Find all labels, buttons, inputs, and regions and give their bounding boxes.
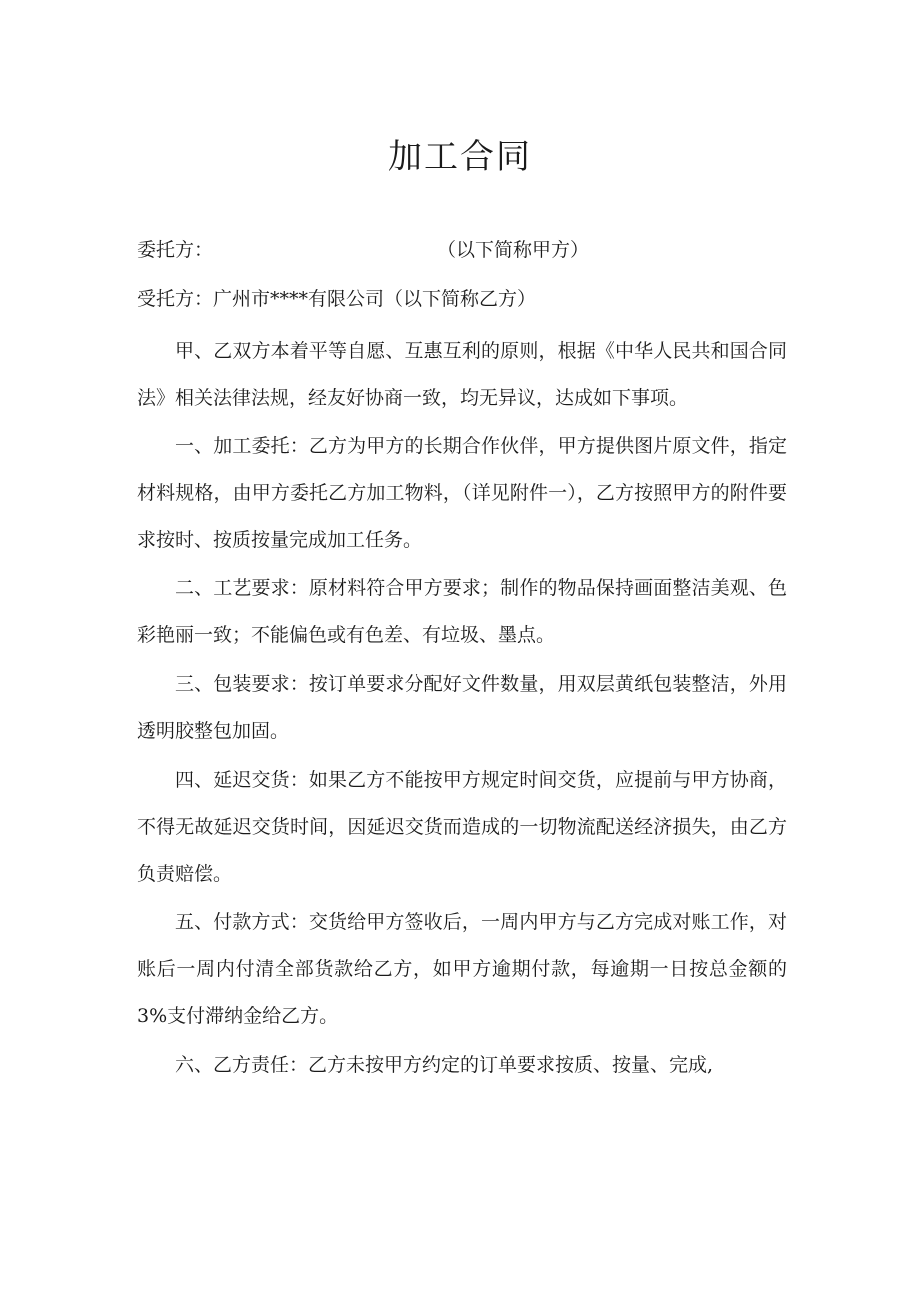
client-label: 委托方： bbox=[137, 239, 214, 261]
contractor-line: 受托方：广州市****有限公司（以下简称乙方） bbox=[137, 288, 537, 310]
clause-processing-commission: 一、加工委托：乙方为甲方的长期合作伙伴，甲方提供图片原文件，指定材料规格，由甲方委托乙方加工物料，（详见附件一），乙方按照甲方的附件要求按时、按质按量完成加工任务。 bbox=[137, 435, 787, 551]
clause-payment-method: 五、付款方式：交货给甲方签收后，一周内甲方与乙方完成对账工作，对账后一周内付清全部货款给乙方，如甲方逾期付款，每逾期一日按总金额的3%支付滞纳金给乙方。 bbox=[137, 911, 787, 1027]
document-title: 加工合同 bbox=[388, 137, 532, 177]
clause-process-requirements: 二、工艺要求：原材料符合甲方要求；制作的物品保持画面整洁美观、色彩艳丽一致；不能偏色或有色差、有垃圾、墨点。 bbox=[137, 577, 787, 646]
clause-delayed-delivery: 四、延迟交货：如果乙方不能按甲方规定时间交货，应提前与甲方协商，不得无故延迟交货时间，因延迟交货而造成的一切物流配送经济损失，由乙方负责赔偿。 bbox=[137, 769, 787, 885]
clause-packaging-requirements: 三、包装要求：按订单要求分配好文件数量，用双层黄纸包装整洁，外用透明胶整包加固。 bbox=[137, 673, 787, 742]
client-abbreviation-note: （以下简称甲方） bbox=[437, 239, 590, 261]
client-line bbox=[137, 236, 590, 264]
clause-contractor-responsibility: 六、乙方责任：乙方未按甲方约定的订单要求按质、按量、完成, bbox=[175, 1054, 714, 1076]
intro-paragraph: 甲、乙双方本着平等自愿、互惠互利的原则，根据《中华人民共和国合同法》相关法律法规，经友好协商一致，均无异议，达成如下事项。 bbox=[137, 340, 787, 409]
